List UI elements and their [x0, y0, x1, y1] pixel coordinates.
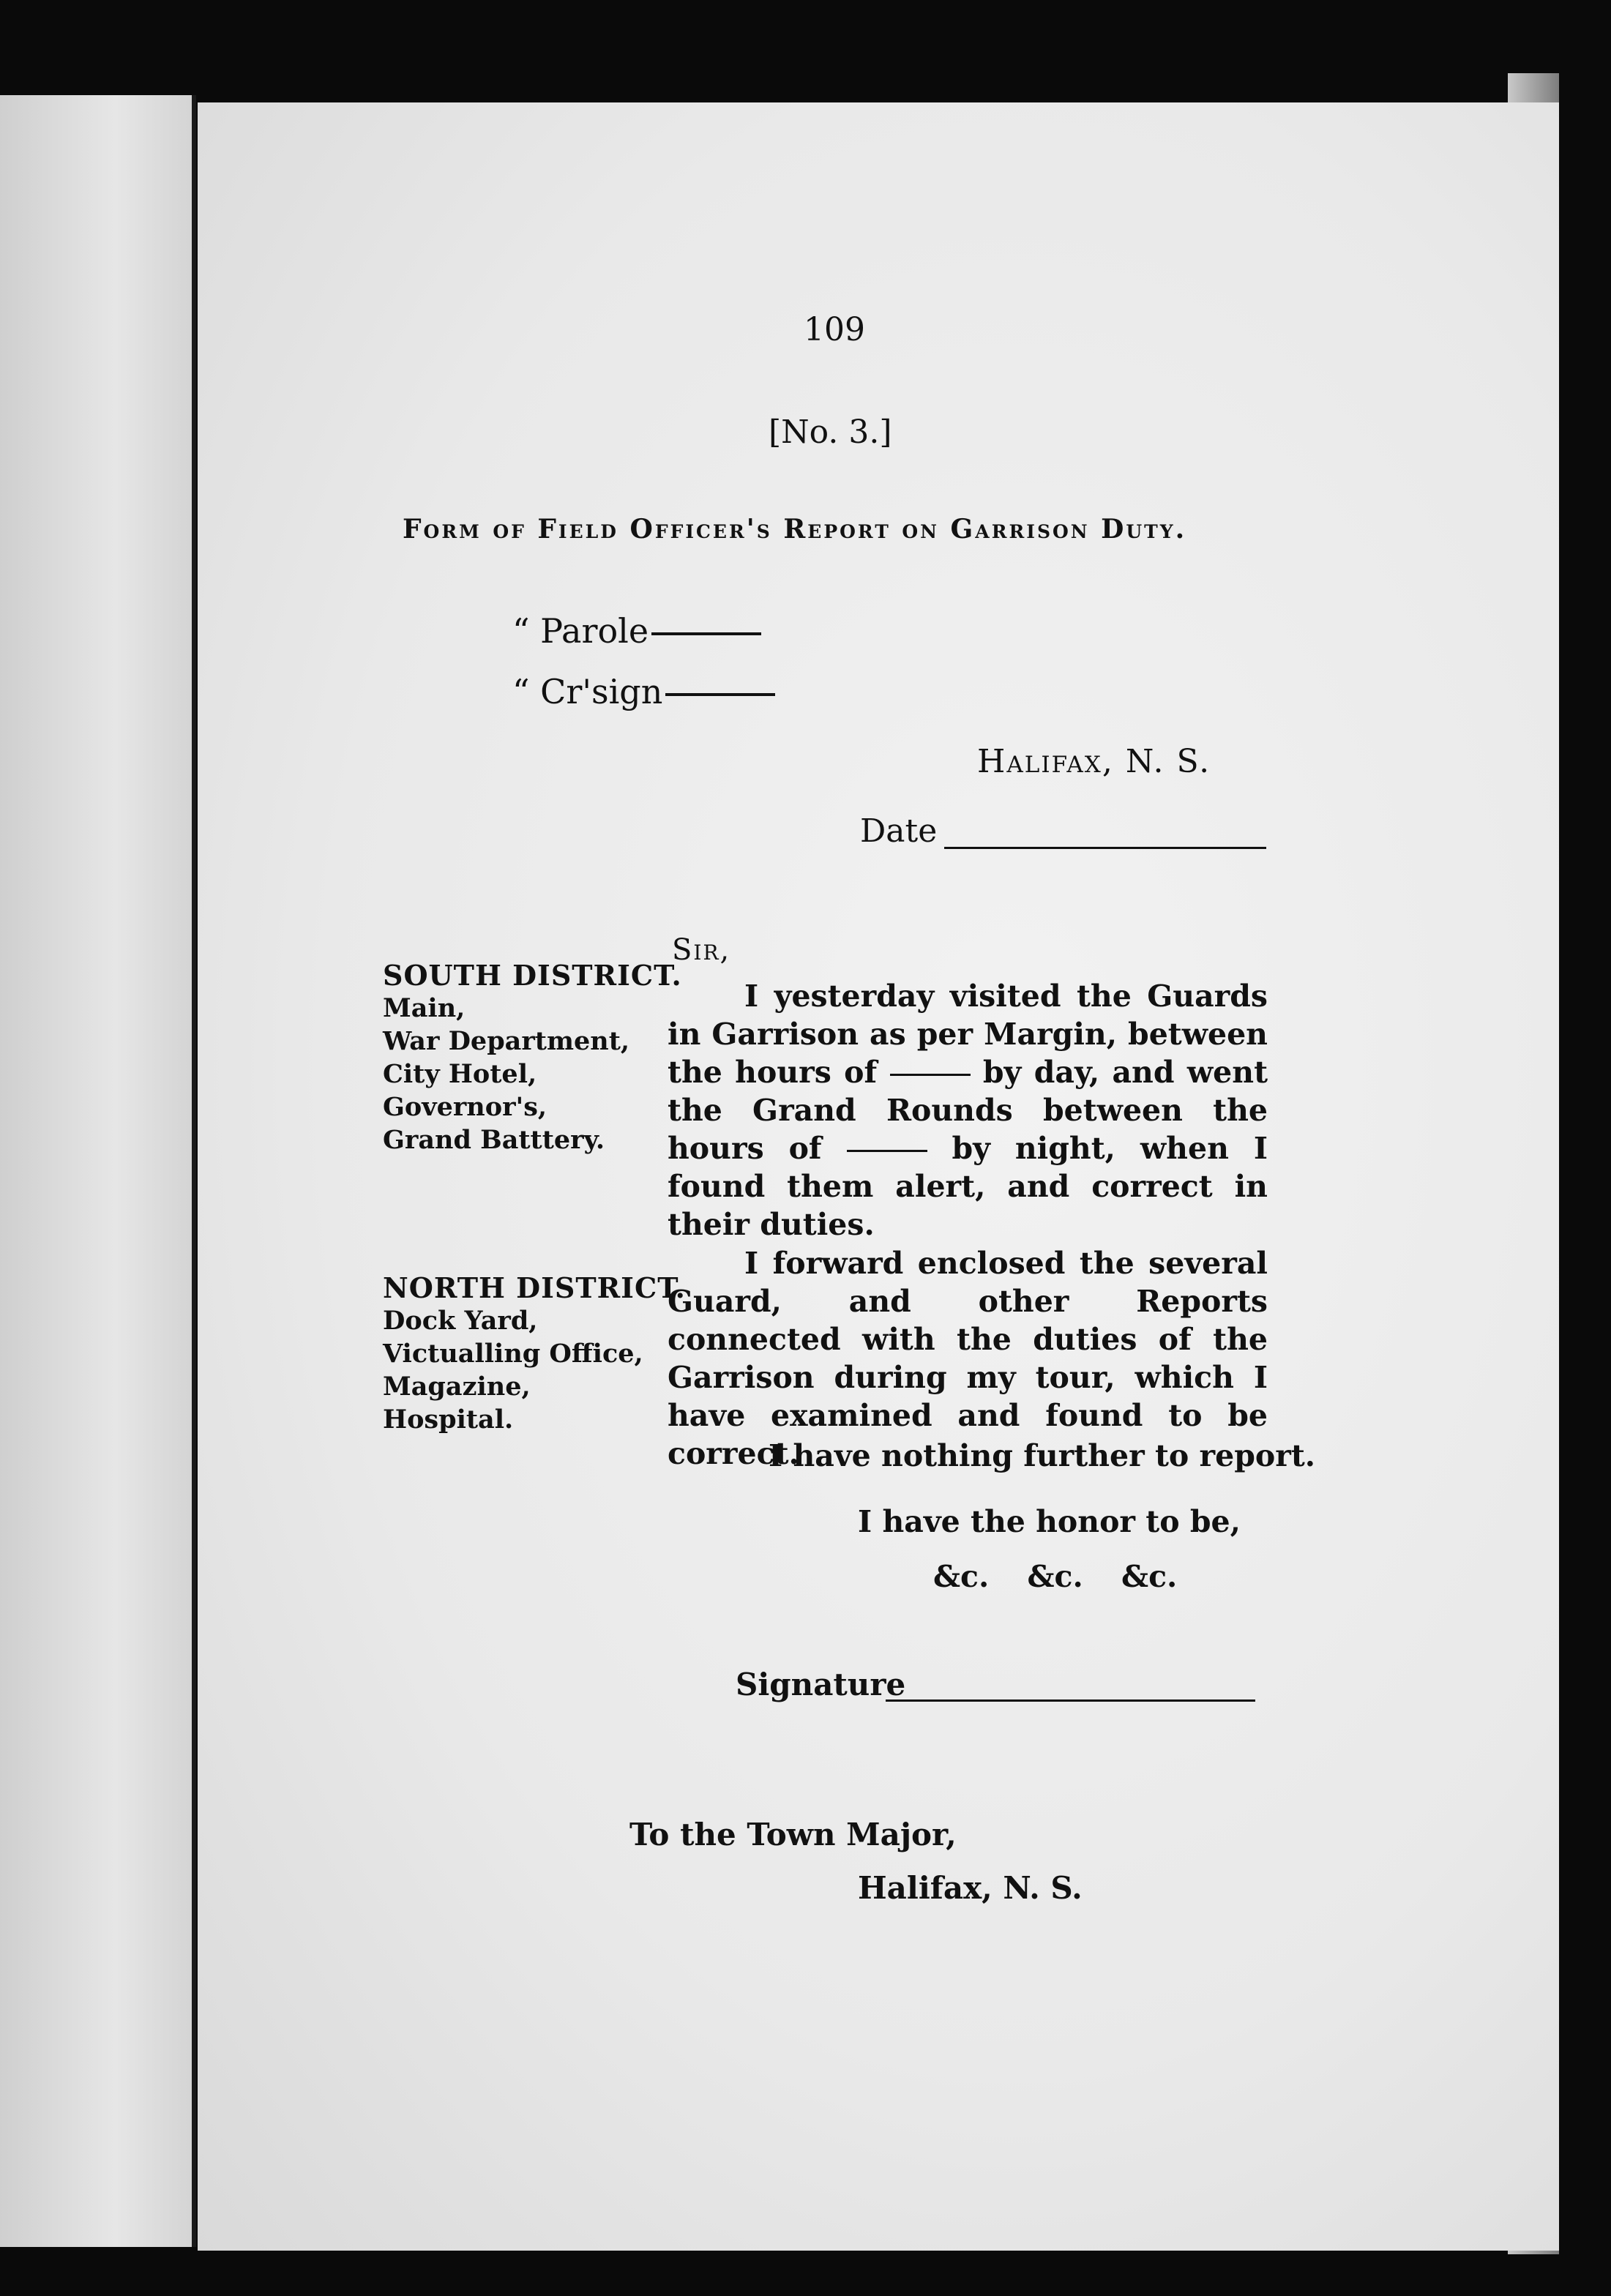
- margin-post: Victualling Office,: [383, 1339, 643, 1369]
- salutation: Sir,: [672, 933, 731, 967]
- south-district-heading: SOUTH DISTRICT.: [383, 959, 682, 992]
- signature-label: Signature: [736, 1667, 906, 1702]
- parole-label: “ Parole: [512, 611, 649, 651]
- place-heading: Halifax, N. S.: [977, 743, 1211, 780]
- margin-post: Magazine,: [383, 1372, 531, 1402]
- left-page-margin: [0, 95, 196, 2247]
- north-district-heading: NORTH DISTRICT.: [383, 1271, 686, 1304]
- signature-blank-line: [886, 1699, 1255, 1702]
- report-paragraph-enclosures: I forward enclosed the several Guard, and other Reports connected with the duties of the Garrison during my tour, which I have examined and found to be correct.: [668, 1246, 1268, 1471]
- countersign-label: “ Cr'sign: [512, 672, 663, 711]
- rounds-text-c: by night, when I found them alert, and correct in their duties.: [668, 1131, 1268, 1242]
- report-paragraph-rounds: [668, 977, 1268, 1244]
- addressee-place: Halifax, N. S.: [858, 1870, 1083, 1906]
- margin-post: Grand Batttery.: [383, 1125, 605, 1155]
- margin-post: Hospital.: [383, 1405, 514, 1435]
- closing-etc: &c. &c. &c.: [933, 1559, 1178, 1594]
- form-title: Form of Field Officer's Report on Garrison Duty.: [403, 514, 1187, 545]
- date-blank-line: [944, 847, 1266, 849]
- margin-post: Governor's,: [383, 1092, 547, 1122]
- form-number: [No. 3.]: [769, 414, 892, 451]
- margin-post: War Department,: [383, 1026, 630, 1056]
- page-number: 109: [804, 311, 865, 348]
- closing-honor: I have the honor to be,: [858, 1504, 1241, 1539]
- date-label: Date: [860, 812, 938, 850]
- countersign-blank: [665, 693, 775, 696]
- rounds-text-b: by day, and went the Grand Rounds between the hours of: [668, 1055, 1268, 1166]
- countersign-line: [512, 672, 775, 711]
- day-hours-blank: [890, 1074, 971, 1076]
- night-hours-blank: [847, 1150, 927, 1152]
- parole-line: [512, 611, 761, 651]
- rounds-text-a: I yesterday visited the Guards in Garrison as per Margin, between the hours of: [668, 979, 1268, 1090]
- margin-post: Main,: [383, 993, 466, 1023]
- north-district-margin: [383, 1271, 686, 1436]
- south-district-margin: [383, 959, 682, 1156]
- parole-blank: [651, 632, 761, 635]
- nothing-further-line: I have nothing further to report.: [769, 1438, 1316, 1473]
- margin-post: City Hotel,: [383, 1059, 537, 1089]
- margin-post: Dock Yard,: [383, 1306, 538, 1336]
- addressee: To the Town Major,: [629, 1817, 957, 1852]
